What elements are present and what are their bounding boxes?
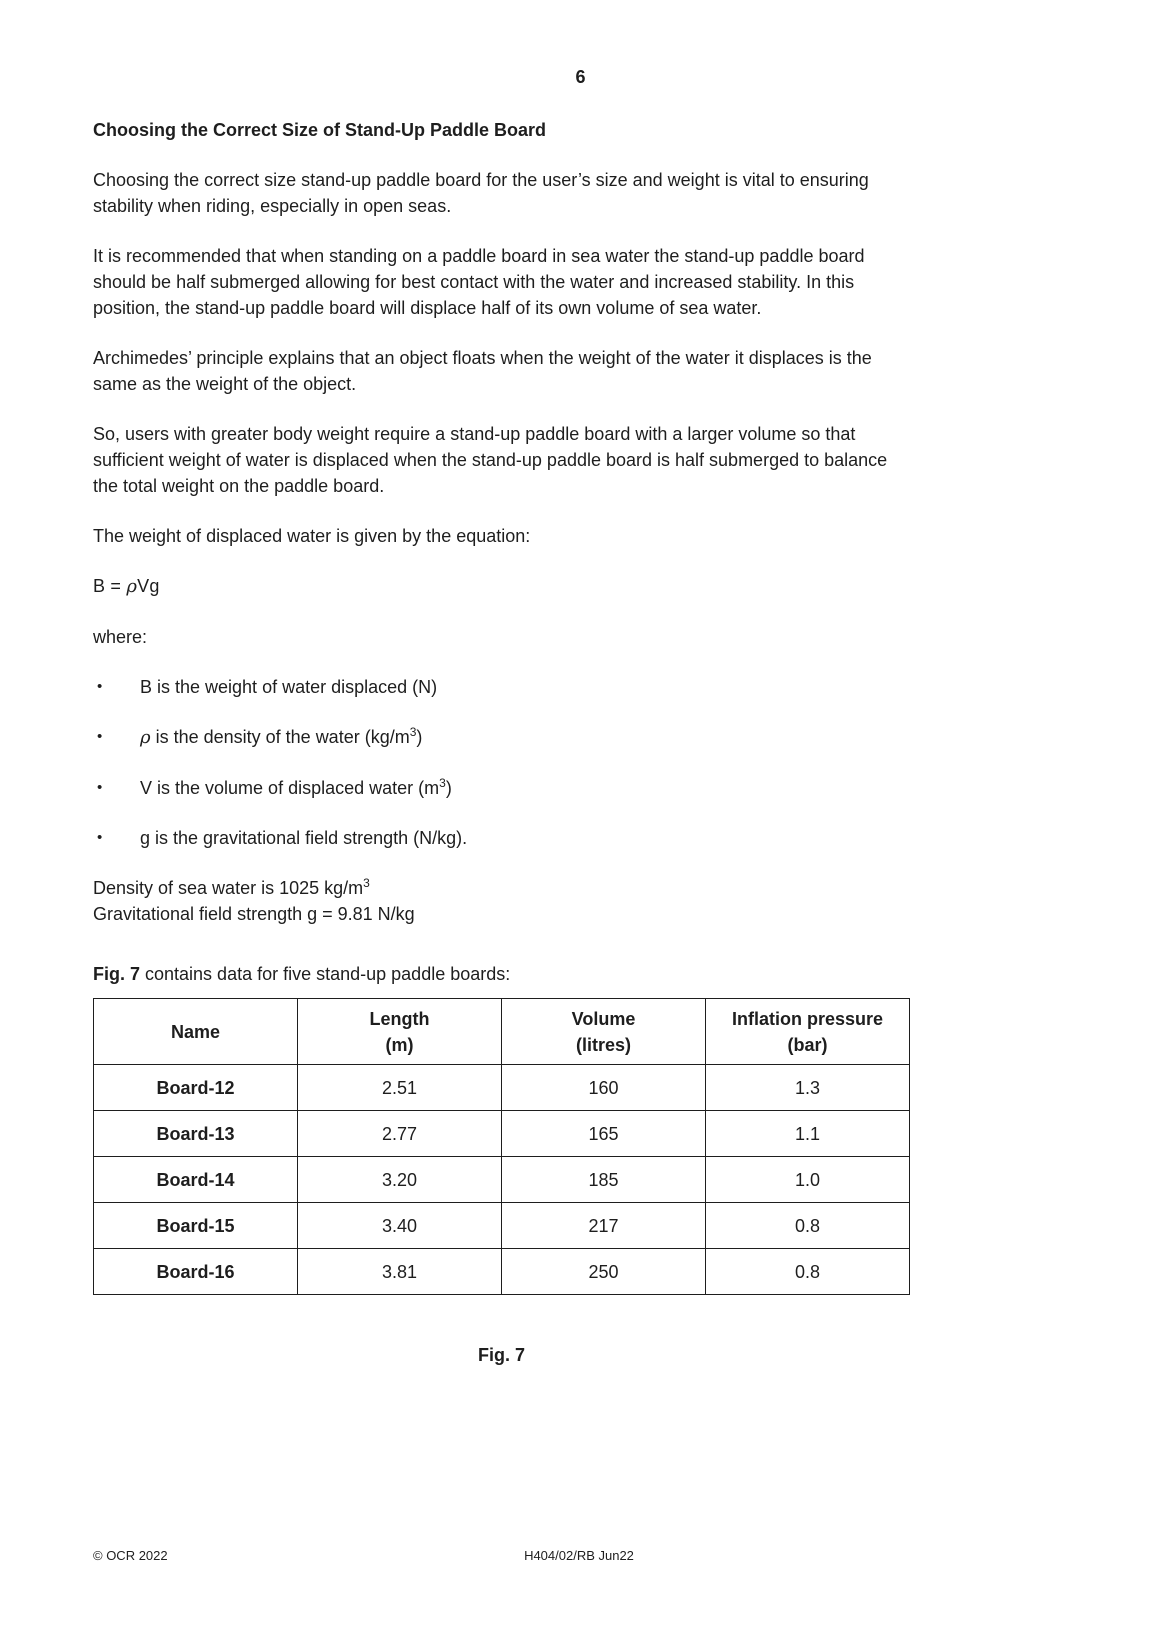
paragraph-line: Archimedes’ principle explains that an object floats when the weight of the water it displaces is the <box>93 348 872 368</box>
bullet-icon: • <box>97 728 103 745</box>
table-row <box>94 1065 910 1111</box>
figure-intro-text: contains data for five stand-up paddle boards: <box>140 964 511 984</box>
table-cell-pressure: 1.0 <box>706 1157 910 1203</box>
table-cell-pressure: 1.1 <box>706 1111 910 1157</box>
superscript-3: 3 <box>363 876 370 890</box>
bullet-item-density <box>93 724 1068 751</box>
table-cell-volume: 185 <box>502 1157 706 1203</box>
paragraph-line: the total weight on the paddle board. <box>93 476 385 496</box>
paragraph-line: So, users with greater body weight require a stand-up paddle board with a larger volume so that <box>93 424 856 444</box>
paragraph-line: should be half submerged allowing for best contact with the water and increased stability. In this <box>93 272 855 292</box>
page-footer <box>0 1548 1158 1564</box>
bullet-icon: • <box>97 779 103 796</box>
table-cell-name: Board-12 <box>94 1065 298 1111</box>
bullet-item-volume <box>93 775 1068 801</box>
bullet-text-part: V is the volume of displaced water (m <box>140 778 440 798</box>
header-line: (bar) <box>787 1034 828 1055</box>
table-cell-length: 2.77 <box>298 1111 502 1157</box>
header-line: (litres) <box>575 1034 631 1055</box>
bullet-text <box>140 724 422 751</box>
table-cell-pressure: 1.3 <box>706 1065 910 1111</box>
gravity-line: Gravitational field strength g = 9.81 N/kg <box>93 904 415 924</box>
paragraph-line: It is recommended that when standing on a paddle board in sea water the stand-up paddle board <box>93 246 865 266</box>
header-line: (m) <box>385 1034 414 1055</box>
paragraph-line: position, the stand-up paddle board will displace half of its own volume of sea water. <box>93 298 762 318</box>
buoyancy-equation <box>93 573 1068 600</box>
constants-block <box>93 875 1068 927</box>
rho-symbol: ρ <box>140 727 151 748</box>
bullet-icon: • <box>97 678 103 695</box>
bullet-item-gravity <box>93 825 1068 851</box>
superscript-3: 3 <box>439 776 446 790</box>
figure-intro-label: Fig. 7 <box>93 964 141 984</box>
equation-lhs: B = <box>93 576 127 596</box>
paragraph-line: Choosing the correct size stand-up paddle board for the user’s size and weight is vital to ensuring <box>93 170 869 190</box>
where-label: where: <box>93 627 148 647</box>
bullet-text <box>140 775 452 801</box>
paragraph-archimedes <box>93 345 1068 397</box>
table-row <box>94 1249 910 1295</box>
bullet-text-part: is the density of the water (kg/m <box>150 727 410 747</box>
section-heading: Choosing the Correct Size of Stand-Up Paddle Board <box>93 120 547 140</box>
table-row <box>94 1157 910 1203</box>
paragraph-line: stability when riding, especially in open seas. <box>93 196 452 216</box>
bullet-icon: • <box>97 829 103 846</box>
bullet-text-part: ) <box>416 727 423 747</box>
table-header-pressure <box>706 999 910 1065</box>
table-cell-length: 3.20 <box>298 1157 502 1203</box>
table-cell-length: 3.81 <box>298 1249 502 1295</box>
paragraph-line: same as the weight of the object. <box>93 374 357 394</box>
table-cell-name: Board-16 <box>94 1249 298 1295</box>
bullet-text: g is the gravitational field strength (N/kg). <box>140 828 468 848</box>
table-cell-volume: 165 <box>502 1111 706 1157</box>
table-cell-name: Board-13 <box>94 1111 298 1157</box>
superscript-3: 3 <box>409 725 417 739</box>
table-header-name <box>94 999 298 1065</box>
table-cell-name: Board-14 <box>94 1157 298 1203</box>
bullet-item-weight <box>93 674 1068 700</box>
table-header-row <box>94 999 910 1065</box>
header-line: Name <box>170 1021 221 1042</box>
equation-rest: Vg <box>137 576 160 596</box>
paragraph-line: sufficient weight of water is displaced when the stand-up paddle board is half submerged to balance <box>93 450 888 470</box>
figure-intro <box>93 961 1068 987</box>
table-header-volume <box>502 999 706 1065</box>
table-cell-pressure: 0.8 <box>706 1203 910 1249</box>
paragraph-recommendation <box>93 243 1068 321</box>
bullet-text-part: ) <box>445 778 452 798</box>
header-line: Inflation pressure <box>731 1008 884 1029</box>
table-cell-volume: 250 <box>502 1249 706 1295</box>
table-cell-length: 2.51 <box>298 1065 502 1111</box>
header-line: Volume <box>571 1008 636 1029</box>
paragraph-intro <box>93 167 1068 219</box>
table-cell-name: Board-15 <box>94 1203 298 1249</box>
equation-intro: The weight of displaced water is given by the equation: <box>93 526 531 546</box>
footer-copyright: © OCR 2022 <box>93 1548 168 1563</box>
bullet-text: B is the weight of water displaced (N) <box>140 677 438 697</box>
footer-reference: H404/02/RB Jun22 <box>524 1548 634 1563</box>
density-line <box>93 875 1068 901</box>
page-number: 6 <box>575 67 586 87</box>
table-cell-volume: 217 <box>502 1203 706 1249</box>
paddle-board-table <box>93 998 910 1295</box>
figure-caption: Fig. 7 <box>477 1345 525 1365</box>
table-cell-volume: 160 <box>502 1065 706 1111</box>
paragraph-body-weight <box>93 421 1068 499</box>
table-row <box>94 1111 910 1157</box>
figure-7 <box>93 998 910 1295</box>
rho-symbol: ρ <box>126 576 138 597</box>
table-row <box>94 1203 910 1249</box>
table-header-length <box>298 999 502 1065</box>
density-text: Density of sea water is 1025 kg/m <box>93 878 364 898</box>
table-cell-pressure: 0.8 <box>706 1249 910 1295</box>
header-line: Length <box>369 1008 430 1029</box>
table-cell-length: 3.40 <box>298 1203 502 1249</box>
